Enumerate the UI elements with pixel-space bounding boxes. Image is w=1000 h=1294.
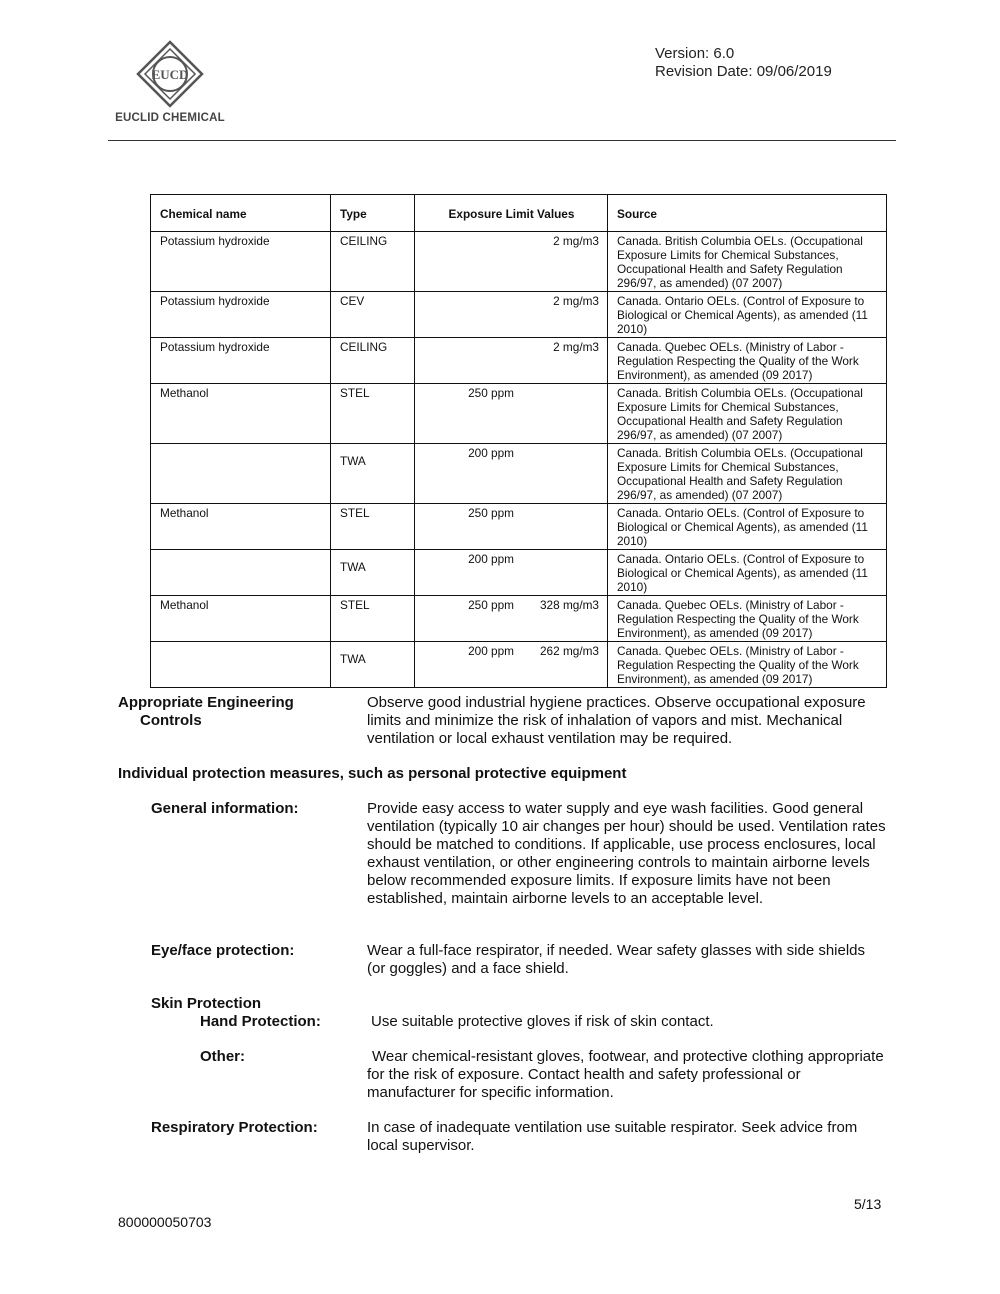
limit-cell — [415, 504, 608, 550]
ppm-value — [424, 340, 514, 354]
table-header-row — [151, 195, 887, 232]
ppm-value: 200 ppm — [468, 644, 514, 658]
limit-cell — [415, 292, 608, 338]
mg-value — [514, 386, 599, 400]
type-cell: STEL — [331, 504, 415, 550]
type-cell: STEL — [331, 596, 415, 642]
limit-cell — [415, 596, 608, 642]
limit-cell — [415, 444, 608, 504]
ppm-value: 200 ppm — [468, 552, 514, 566]
mg-value: 2 mg/m3 — [553, 340, 599, 354]
table-row — [151, 384, 887, 444]
chemical-cell: Methanol — [151, 504, 331, 550]
company-name: EUCLID CHEMICAL — [115, 112, 225, 124]
chemical-cell — [151, 444, 331, 504]
document-meta — [655, 45, 832, 81]
eye-face-protection-label: Eye/face protection: — [151, 942, 295, 959]
table-row — [151, 504, 887, 550]
svg-text:EUCD: EUCD — [151, 67, 189, 82]
chemical-cell — [151, 550, 331, 596]
engineering-controls-label — [118, 694, 294, 730]
source-cell: Canada. British Columbia OELs. (Occupational Exposure Limits for Chemical Substances, Occupational Health and Safety Regulation 296/97, as amended) (07 2007) — [608, 444, 887, 504]
company-logo — [110, 40, 230, 130]
version-text: Version: 6.0 — [655, 45, 735, 62]
exposure-limits-table — [150, 194, 887, 688]
revision-date-text: Revision Date: 09/06/2019 — [655, 63, 832, 80]
engineering-label-line2: Controls — [140, 712, 202, 729]
mg-value: 328 mg/m3 — [539, 598, 599, 612]
other-protection-label: Other: — [200, 1048, 245, 1065]
source-cell: Canada. Ontario OELs. (Control of Exposure to Biological or Chemical Agents), as amended (11 2010) — [608, 504, 887, 550]
mg-value: 2 mg/m3 — [553, 294, 599, 308]
other-protection-text: Wear chemical-resistant gloves, footwear, and protective clothing appropriate for the risk of exposure. Contact health and safety professional or manufacturer for specific information. — [367, 1048, 884, 1101]
chemical-cell: Potassium hydroxide — [151, 338, 331, 384]
mg-value — [514, 506, 599, 520]
source-cell: Canada. Ontario OELs. (Control of Exposure to Biological or Chemical Agents), as amended (11 2010) — [608, 550, 887, 596]
ppm-value: 200 ppm — [468, 446, 514, 460]
source-cell: Canada. Quebec OELs. (Ministry of Labor - Regulation Respecting the Quality of the Work Environment), as amended (09 2017) — [608, 596, 887, 642]
table-row — [151, 444, 887, 504]
table-row — [151, 550, 887, 596]
source-cell: Canada. Quebec OELs. (Ministry of Labor - Regulation Respecting the Quality of the Work Environment), as amended (09 2017) — [608, 642, 887, 688]
type-value: TWA — [340, 652, 366, 666]
chemical-cell: Methanol — [151, 596, 331, 642]
page-number: 5/13 — [854, 1196, 882, 1212]
general-information-label: General information: — [151, 800, 299, 817]
skin-protection-label: Skin Protection — [151, 995, 262, 1012]
table-row — [151, 596, 887, 642]
type-value: TWA — [340, 560, 366, 574]
ppm-value: 250 ppm — [468, 386, 514, 400]
source-cell: Canada. Ontario OELs. (Control of Exposure to Biological or Chemical Agents), as amended (11 2010) — [608, 292, 887, 338]
mg-value: 262 mg/m3 — [539, 644, 599, 658]
ppe-heading: Individual protection measures, such as personal protective equipment — [118, 765, 627, 782]
general-information-text: Provide easy access to water supply and eye wash facilities. Good general ventilation (typically 10 air changes per hour) should be used. Ventilation rates should be matched to conditions. If applicable, use process enclosures, local exhaust ventilation, or other engineering controls to maintain airborne levels below recommended exposure limits. If exposure limits have not been established, maintain airborne levels to an acceptable level. — [367, 800, 886, 907]
col-header-source: Source — [608, 195, 887, 232]
type-cell — [331, 444, 415, 504]
limit-cell — [415, 642, 608, 688]
type-cell — [331, 642, 415, 688]
header-divider — [108, 140, 896, 141]
source-cell: Canada. Quebec OELs. (Ministry of Labor - Regulation Respecting the Quality of the Work Environment), as amended (09 2017) — [608, 338, 887, 384]
col-header-chemical: Chemical name — [151, 195, 331, 232]
type-cell: CEILING — [331, 338, 415, 384]
type-cell: CEILING — [331, 232, 415, 292]
ppm-value: 250 ppm — [468, 598, 514, 612]
eye-face-protection-text: Wear a full-face respirator, if needed. Wear safety glasses with side shields (or goggles) and a face shield. — [367, 942, 866, 977]
table-row — [151, 338, 887, 384]
limit-cell — [415, 550, 608, 596]
type-value: TWA — [340, 454, 366, 468]
ppm-value — [424, 294, 514, 308]
chemical-cell: Potassium hydroxide — [151, 232, 331, 292]
engineering-controls-text: Observe good industrial hygiene practices. Observe occupational exposure limits and minimize the risk of inhalation of vapors and mist. Mechanical ventilation or local exhaust ventilation may be required. — [367, 694, 866, 747]
mg-value — [514, 446, 599, 460]
respiratory-protection-label: Respiratory Protection: — [151, 1119, 318, 1136]
type-cell: CEV — [331, 292, 415, 338]
euclid-diamond-logo-icon — [136, 40, 204, 108]
type-cell — [331, 550, 415, 596]
limit-cell — [415, 384, 608, 444]
col-header-type: Type — [331, 195, 415, 232]
document-id: 800000050703 — [118, 1214, 212, 1230]
col-header-limits: Exposure Limit Values — [415, 195, 608, 232]
hand-protection-text: Use suitable protective gloves if risk of skin contact. — [371, 1013, 714, 1030]
ppm-value — [424, 234, 514, 248]
table-row — [151, 642, 887, 688]
respiratory-protection-text: In case of inadequate ventilation use suitable respirator. Seek advice from local supervisor. — [367, 1119, 858, 1154]
engineering-label-line1: Appropriate Engineering — [118, 694, 294, 711]
table-row — [151, 232, 887, 292]
source-cell: Canada. British Columbia OELs. (Occupational Exposure Limits for Chemical Substances, Occupational Health and Safety Regulation 296/97, as amended) (07 2007) — [608, 232, 887, 292]
chemical-cell: Potassium hydroxide — [151, 292, 331, 338]
table-row — [151, 292, 887, 338]
chemical-cell: Methanol — [151, 384, 331, 444]
limit-cell — [415, 232, 608, 292]
source-cell: Canada. British Columbia OELs. (Occupational Exposure Limits for Chemical Substances, Occupational Health and Safety Regulation 296/97, as amended) (07 2007) — [608, 384, 887, 444]
type-cell: STEL — [331, 384, 415, 444]
limit-cell — [415, 338, 608, 384]
chemical-cell — [151, 642, 331, 688]
hand-protection-label: Hand Protection: — [200, 1013, 321, 1030]
mg-value — [514, 552, 599, 566]
mg-value: 2 mg/m3 — [553, 234, 599, 248]
ppm-value: 250 ppm — [468, 506, 514, 520]
